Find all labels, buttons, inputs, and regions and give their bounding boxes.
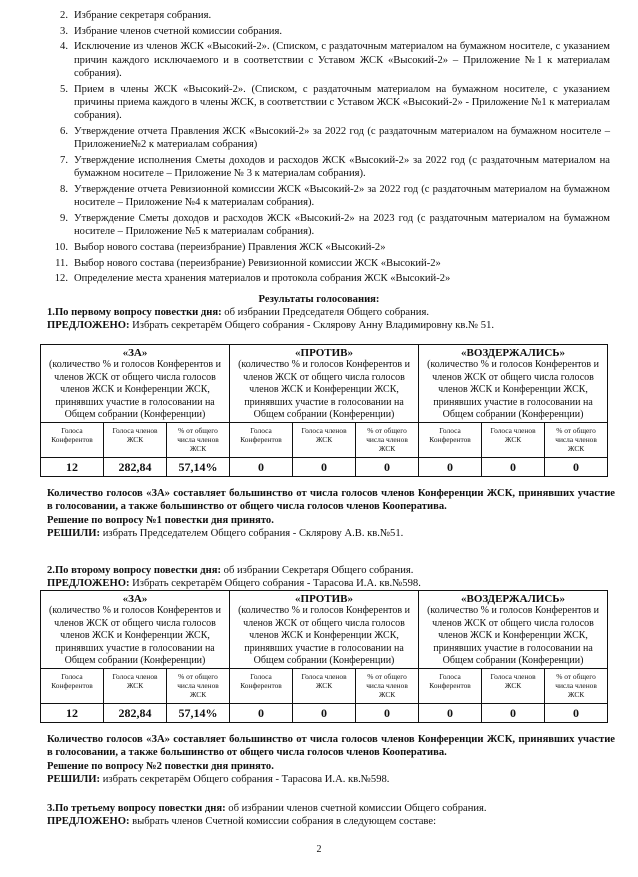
- group-header-protiv: [230, 591, 419, 669]
- vote-value: 0: [482, 704, 545, 723]
- group-header-vozderzhalis: [419, 345, 608, 423]
- group-desc: (количество % и голосов Конферентов и членов ЖСК от общего числа голосов членов ЖСК и Конференции ЖСК, принявших участие в голосовании на Общем собрании (Конференции): [49, 359, 221, 421]
- question-subject: об избрании Секретаря Общего собрания.: [221, 565, 414, 576]
- question-3-header: [47, 802, 615, 829]
- vote-value: 57,14%: [167, 458, 230, 477]
- agenda-item: [50, 183, 610, 210]
- group-desc: (количество % и голосов Конферентов и членов ЖСК от общего числа голосов членов ЖСК и Конференции ЖСК, принявших участие в голосовании на Общем собрании (Конференции): [427, 359, 599, 421]
- resolved-label: РЕШИЛИ:: [47, 774, 101, 786]
- group-title: «ВОЗДЕРЖАЛИСЬ»: [461, 593, 566, 605]
- group-desc: (количество % и голосов Конферентов и членов ЖСК от общего числа голосов членов ЖСК и Конференции ЖСК, принявших участие в голосовании на Общем собрании (Конференции): [238, 359, 410, 421]
- resolved-text: избрать секретарём Общего собрания - Тарасова И.А. кв.№598.: [100, 774, 390, 786]
- decision-text: Решение по вопросу №1 повестки дня принято.: [47, 514, 274, 526]
- group-desc: (количество % и голосов Конферентов и членов ЖСК от общего числа голосов членов ЖСК и Конференции ЖСК, принявших участие в голосовании на Общем собрании (Конференции): [427, 605, 599, 667]
- votes-row: [41, 704, 608, 723]
- conclusion-text: Количество голосов «ЗА» составляет большинство от числа голосов членов Конференции ЖСК, принявших участие в голосовании, а также большинство от общего числа голосов членов Кооператива.: [47, 488, 615, 513]
- agenda-text: Выбор нового состава (переизбрание) Правления ЖСК «Высокий-2»: [74, 242, 386, 253]
- subheader-cell: Голоса членов ЖСК: [293, 669, 356, 704]
- subheader-cell: Голоса членов ЖСК: [482, 669, 545, 704]
- vote-value: 282,84: [104, 458, 167, 477]
- vote-value: 0: [293, 704, 356, 723]
- vote-value: 0: [545, 704, 608, 723]
- question-heading: 3.По третьему вопросу повестки дня:: [47, 803, 226, 814]
- vote-value: 0: [293, 458, 356, 477]
- agenda-list: [50, 9, 610, 288]
- results-title: Результаты голосования:: [258, 294, 380, 305]
- proposed-label: ПРЕДЛОЖЕНО:: [47, 320, 130, 332]
- subheader-cell: Голоса членов ЖСК: [482, 423, 545, 458]
- agenda-number: 7.: [60, 155, 68, 166]
- vote-value: 12: [41, 704, 104, 723]
- agenda-item: [50, 154, 610, 181]
- vote-value: 282,84: [104, 704, 167, 723]
- vote-value: 0: [419, 458, 482, 477]
- agenda-text: Утверждение Сметы доходов и расходов ЖСК «Высокий-2» на 2023 год (с раздаточным материалом на бумажном носителе – Приложение №5 к материалам собрания).: [74, 213, 610, 238]
- agenda-text: Избрание членов счетной комиссии собрания.: [74, 25, 282, 37]
- group-title: «ВОЗДЕРЖАЛИСЬ»: [461, 347, 566, 359]
- agenda-number: 8.: [60, 184, 68, 195]
- agenda-text: Прием в члены ЖСК «Высокий-2». (Списком, с раздаточным материалом на бумажном носителе, с указанием причины приема каждого в члены ЖСК, в соответствии с Уставом ЖСК «Высокий-2» - Приложение №1 к материалам собрания).: [74, 83, 610, 122]
- agenda-item: [50, 241, 610, 254]
- resolved-text: избрать Председателем Общего собрания - Склярову А.В. кв.№51.: [100, 528, 404, 540]
- question-1-result: [47, 487, 615, 541]
- subheader-cell: % от общего числа членов ЖСК: [167, 423, 230, 458]
- proposed-label: ПРЕДЛОЖЕНО:: [47, 578, 130, 590]
- subheader-cell: % от общего числа членов ЖСК: [545, 423, 608, 458]
- agenda-number: 3.: [60, 25, 68, 37]
- group-header-za: [41, 345, 230, 423]
- group-header-protiv: [230, 345, 419, 423]
- vote-value: 12: [41, 458, 104, 477]
- agenda-number: 12.: [54, 273, 68, 285]
- subheader-cell: Голоса Конферентов: [419, 423, 482, 458]
- group-title: «ЗА»: [122, 593, 148, 605]
- agenda-number: 9.: [60, 213, 68, 224]
- subheader-cell: Голоса членов ЖСК: [104, 669, 167, 704]
- proposed-text: Избрать секретарём Общего собрания - Тарасова И.А. кв.№598.: [129, 578, 421, 590]
- subheader-cell: Голоса Конферентов: [41, 423, 104, 458]
- votes-row: [41, 458, 608, 477]
- agenda-number: 6.: [60, 126, 68, 137]
- proposed-text: Избрать секретарём Общего собрания - Склярову Анну Владимировну кв.№ 51.: [129, 320, 495, 332]
- agenda-text: Избрание секретаря собрания.: [74, 10, 212, 21]
- agenda-text: Исключение из членов ЖСК «Высокий-2». (Списком, с раздаточным материалом на бумажном носителе, с указанием причин каждого исключаемого и в соответствии с Уставом ЖСК «Высокий-2» – Приложение №1 к материалам собрания).: [74, 41, 610, 79]
- vote-value: 0: [482, 458, 545, 477]
- vote-value: 0: [230, 704, 293, 723]
- agenda-item: [50, 257, 610, 270]
- vote-value: 0: [545, 458, 608, 477]
- group-desc: (количество % и голосов Конферентов и членов ЖСК от общего числа голосов членов ЖСК и Конференции ЖСК, принявших участие в голосовании на Общем собрании (Конференции): [238, 605, 410, 667]
- subheader-cell: Голоса Конферентов: [230, 423, 293, 458]
- vote-value: 0: [230, 458, 293, 477]
- subheader-cell: % от общего числа членов ЖСК: [356, 423, 419, 458]
- resolved-label: РЕШИЛИ:: [47, 528, 101, 540]
- agenda-text: Выбор нового состава (переизбрание) Ревизионной комиссии ЖСК «Высокий-2»: [74, 257, 441, 269]
- group-desc: (количество % и голосов Конферентов и членов ЖСК от общего числа голосов членов ЖСК и Конференции ЖСК, принявших участие в голосовании на Общем собрании (Конференции): [49, 605, 221, 667]
- agenda-item: [50, 272, 610, 285]
- vote-value: 0: [356, 458, 419, 477]
- decision-text: Решение по вопросу №2 повестки дня принято.: [47, 760, 274, 772]
- agenda-number: 4.: [60, 41, 68, 53]
- votes-table-1: [40, 344, 608, 477]
- agenda-item: [50, 40, 610, 80]
- question-subject: об избрании Председателя Общего собрания.: [221, 307, 429, 318]
- agenda-item: [50, 9, 610, 22]
- group-title: «ПРОТИВ»: [295, 347, 354, 359]
- agenda-number: 11.: [55, 257, 68, 269]
- agenda-text: Утверждение отчета Правления ЖСК «Высокий-2» за 2022 год (с раздаточным материалом на бумажном носителе – Приложение№2 к материалам собрания): [74, 126, 610, 151]
- vote-value: 57,14%: [167, 704, 230, 723]
- subheader-cell: Голоса Конферентов: [230, 669, 293, 704]
- votes-table-2: [40, 590, 608, 723]
- question-1-header: [47, 306, 615, 333]
- question-heading: 1.По первому вопросу повестки дня:: [47, 307, 222, 318]
- agenda-item: [50, 125, 610, 152]
- proposed-text: выбрать членов Счетной комиссии собрания в следующем составе:: [129, 816, 437, 828]
- conclusion-text: Количество голосов «ЗА» составляет большинство от числа голосов членов Конференции ЖСК, принявших участие в голосовании, а также большинство от общего числа голосов членов Кооператива.: [47, 734, 615, 759]
- vote-value: 0: [419, 704, 482, 723]
- agenda-item: [50, 83, 610, 123]
- subheader-cell: Голоса членов ЖСК: [293, 423, 356, 458]
- page-number: 2: [316, 844, 322, 855]
- agenda-text: Утверждение исполнения Сметы доходов и расходов ЖСК «Высокий-2» за 2022 год (с раздаточным материалом на бумажном носителе – Приложение № 3 к материалам собрания).: [74, 155, 610, 180]
- group-title: «ЗА»: [122, 347, 148, 359]
- proposed-label: ПРЕДЛОЖЕНО:: [47, 816, 130, 828]
- agenda-text: Утверждение отчета Ревизионной комиссии ЖСК «Высокий-2» за 2022 год (с раздаточным материалом на бумажном носителе – Приложение №4 к материалам собрания).: [74, 184, 610, 209]
- question-2-header: [47, 564, 615, 591]
- question-heading: 2.По второму вопросу повестки дня:: [47, 565, 222, 576]
- vote-value: 0: [356, 704, 419, 723]
- agenda-text: Определение места хранения материалов и протокола собрания ЖСК «Высокий-2»: [74, 273, 451, 285]
- subheader-cell: Голоса Конферентов: [419, 669, 482, 704]
- subheader-cell: % от общего числа членов ЖСК: [356, 669, 419, 704]
- subheader-cell: % от общего числа членов ЖСК: [167, 669, 230, 704]
- subheader-cell: Голоса Конферентов: [41, 669, 104, 704]
- subheader-cell: Голоса членов ЖСК: [104, 423, 167, 458]
- agenda-number: 2.: [60, 10, 68, 21]
- group-header-za: [41, 591, 230, 669]
- agenda-number: 5.: [60, 83, 68, 95]
- group-title: «ПРОТИВ»: [295, 593, 354, 605]
- question-subject: об избрании членов счетной комиссии Общего собрания.: [225, 803, 487, 814]
- agenda-number: 10.: [54, 242, 68, 253]
- subheader-cell: % от общего числа членов ЖСК: [545, 669, 608, 704]
- agenda-item: [50, 212, 610, 239]
- agenda-item: [50, 25, 610, 38]
- group-header-vozderzhalis: [419, 591, 608, 669]
- question-2-result: [47, 733, 615, 787]
